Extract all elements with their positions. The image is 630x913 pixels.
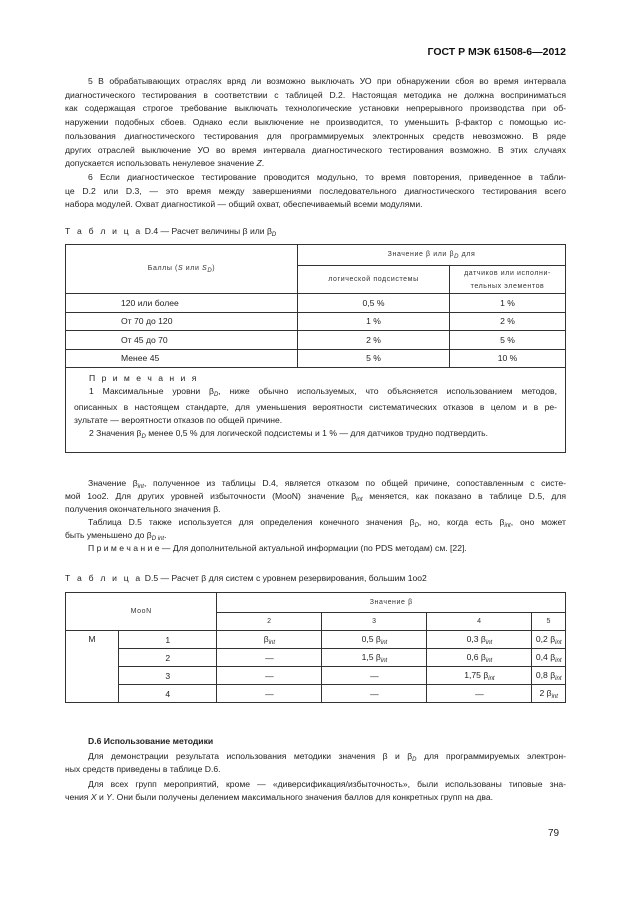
- text-segment: D.4 — Расчет величины β или β: [142, 226, 272, 236]
- text-segment: и: [96, 792, 107, 802]
- n-header: 4: [427, 613, 532, 631]
- m-label: M: [66, 631, 119, 703]
- text-segment: . Они были получены делением максимального значения баллов для конкретных групп на два.: [111, 792, 493, 802]
- text-line: [65, 103, 566, 114]
- text-segment: D.5 — Расчет β для систем с уровнем резервирования, большим 1oo2: [142, 573, 427, 583]
- text-segment: int: [551, 693, 558, 700]
- text-segment: ): [212, 264, 216, 272]
- table-cell: [217, 685, 322, 703]
- text-line: [65, 158, 566, 169]
- text-line: [65, 131, 566, 142]
- text-segment: 6 Если диагностическое тестирование проводится модульно, то время повторения, приведенное в табли-: [88, 172, 566, 182]
- text-segment: .: [164, 530, 167, 540]
- text-segment: 1 Максимальные уровни β: [89, 385, 214, 396]
- table-d4-header-logic: логической подсистемы: [298, 266, 450, 294]
- text-line: [88, 76, 566, 87]
- page-number: 79: [548, 828, 560, 839]
- text-segment: int: [488, 675, 495, 682]
- table-row: [66, 685, 566, 703]
- text-line: [88, 543, 566, 554]
- table-cell: 1 %: [450, 294, 566, 313]
- text-segment: Значение β: [88, 478, 138, 488]
- text-segment: —: [475, 688, 484, 699]
- text-segment: D: [412, 757, 417, 763]
- n-header: 5: [532, 613, 566, 631]
- text-segment: или: [183, 264, 203, 272]
- text-segment: 2 β: [539, 687, 552, 698]
- text-line: [65, 145, 566, 156]
- text-segment: Баллы (: [147, 264, 178, 272]
- text-segment: D: [213, 391, 219, 398]
- table-cell: [532, 631, 566, 649]
- text-line: [65, 504, 566, 515]
- text-segment: це D.2 или D.3, — это время между завершениями последовательного диагностического тестирования всего: [65, 185, 566, 196]
- table-cell: [217, 649, 322, 667]
- text-segment: int: [137, 484, 144, 490]
- note-line: [74, 401, 557, 414]
- text-segment: S: [177, 264, 184, 272]
- text-segment: описанных в настоящем стандарте, для уменьшения вероятности систематических отказов в целом и в ре-: [74, 402, 557, 413]
- m-value: 4: [119, 685, 217, 703]
- rich-text: [148, 265, 215, 272]
- text-segment: зультате — вероятности отказов по общей причине.: [74, 415, 283, 426]
- text-segment: , но, когда есть β: [418, 517, 505, 527]
- table-cell: 5 %: [450, 331, 566, 350]
- text-segment: —: [370, 688, 379, 699]
- document-header: ГОСТ Р МЭК 61508-6—2012: [427, 46, 566, 58]
- text-segment: Y: [106, 792, 112, 802]
- text-segment: , ниже обычно используемых, что объясняется использованием методов,: [218, 385, 557, 396]
- text-segment: 0,6 β: [466, 651, 486, 662]
- table-row: [66, 312, 566, 331]
- table-cell: [217, 667, 322, 685]
- note-line: [74, 427, 557, 444]
- text-segment: 0,2 β: [535, 633, 556, 644]
- table-cell: [532, 649, 566, 667]
- table-cell: [427, 631, 532, 649]
- text-segment: D int: [151, 536, 165, 542]
- m-value: 1: [119, 631, 217, 649]
- table-row: [66, 294, 566, 313]
- table-cell: [427, 649, 532, 667]
- text-segment: int: [380, 639, 388, 646]
- note-line: [74, 385, 557, 402]
- text-line: [88, 172, 566, 183]
- table-cell: 120 или более: [66, 294, 298, 313]
- text-segment: —: [370, 670, 379, 681]
- text-segment: D: [141, 433, 146, 440]
- text-segment: как содержащая строгое требование выключать технологические установки непрерывного производства при об-: [65, 103, 566, 114]
- text-segment: 0,8 β: [535, 669, 556, 680]
- table-d4-header-group: [298, 245, 566, 266]
- text-segment: —: [265, 652, 274, 663]
- text-segment: X: [90, 792, 97, 802]
- text-segment: П р и м е ч а н и е — Для дополнительной актуальной информации (по PDS методам) см. [22].: [88, 543, 467, 553]
- m-value: 3: [119, 667, 217, 685]
- text-segment: int: [504, 523, 511, 529]
- table-d4-header-score: [66, 245, 298, 294]
- table-cell: 2 %: [450, 312, 566, 331]
- text-segment: Z: [256, 158, 262, 169]
- table-d5-header-moon: MooN: [66, 593, 217, 631]
- text-segment: —: [265, 688, 274, 699]
- section-heading: D.6 Использование методики: [88, 736, 214, 746]
- table-cell: От 45 до 70: [66, 331, 298, 350]
- text-segment: быть уменьшено до β: [65, 530, 152, 540]
- text-segment: мой 1oo2. Для других уровней избыточности (MooN) значение β: [65, 491, 357, 501]
- rich-text: [388, 251, 476, 258]
- text-segment: D: [207, 267, 213, 274]
- text-line: [65, 186, 566, 197]
- text-segment: Для демонстрации результата использования методики значения β и β: [88, 751, 413, 761]
- table-d4-notes: [66, 368, 566, 453]
- table-cell: [322, 631, 427, 649]
- n-header: 3: [322, 613, 427, 631]
- text-segment: 0,3 β: [466, 633, 486, 644]
- table-cell: От 70 до 120: [66, 312, 298, 331]
- text-segment: , оно может: [510, 517, 566, 527]
- table-cell: [532, 685, 566, 703]
- text-segment: int: [268, 639, 276, 646]
- table-row: [66, 667, 566, 685]
- note-line: [74, 414, 557, 427]
- text-segment: чения: [65, 792, 91, 802]
- text-segment: int: [485, 657, 493, 664]
- text-line: [65, 199, 566, 210]
- text-line: [65, 117, 566, 128]
- table-d5: [65, 592, 566, 703]
- text-segment: Для всех групп мероприятий, кроме — «диверсификация/избыточность», были использованы типовые зна-: [88, 779, 566, 789]
- text-segment: наружении подобных сбоев. Однако если выключение не производится, то уменьшить β-фактор с помощью ис-: [65, 117, 566, 128]
- table-cell: [427, 685, 532, 703]
- text-segment: для программируемых электрон-: [416, 751, 566, 761]
- text-segment: int: [380, 657, 388, 664]
- text-segment: Значение β или β: [387, 250, 455, 258]
- text-segment: менее 0,5 % для логической подсистемы и 1 % — для датчиков трудно подтвердить.: [145, 427, 489, 438]
- text-segment: 1,75 β: [464, 669, 489, 680]
- text-segment: —: [265, 670, 274, 681]
- text-line: [65, 764, 566, 775]
- text-segment: D: [271, 232, 277, 238]
- m-value: 2: [119, 649, 217, 667]
- text-segment: допускается использовать ненулевое значение: [65, 158, 257, 169]
- text-segment: 2 Значения β: [89, 427, 142, 438]
- table-cell: [322, 649, 427, 667]
- text-line: [88, 779, 566, 790]
- text-segment: , полученное из таблицы D.4, является отказом по общей причине, сопоставленным с систе-: [143, 478, 566, 488]
- header-line: тельных элементов: [470, 282, 545, 290]
- text-segment: 0,4 β: [535, 651, 556, 662]
- text-segment: int: [485, 639, 493, 646]
- text-segment: D: [414, 523, 419, 529]
- header-line: датчиков или исполни-: [464, 269, 551, 277]
- table-cell: Менее 45: [66, 349, 298, 368]
- text-segment: для: [459, 250, 476, 258]
- text-segment: П р и м е ч а н и я: [89, 373, 199, 383]
- note-line: [74, 372, 557, 385]
- text-segment: получения окончательного значения β.: [65, 504, 221, 514]
- table-cell: 5 %: [298, 349, 450, 368]
- table-cell: [532, 667, 566, 685]
- text-segment: int: [555, 675, 562, 682]
- caption-prefix: Т а б л и ц а: [65, 226, 143, 236]
- table-d5-header-group: Значение β: [217, 593, 566, 613]
- text-segment: меняется, как показано в таблице D.5, для: [362, 491, 566, 501]
- table-row: [66, 631, 566, 649]
- text-segment: набора модулей. Охват диагностикой — общий охват, обеспечиваемый всеми модулями.: [65, 199, 423, 209]
- table-d4: [65, 244, 566, 453]
- text-segment: 0,5 β: [361, 633, 381, 644]
- table-cell: [322, 667, 427, 685]
- table-d5-caption: [65, 573, 427, 583]
- rich-text: [142, 573, 426, 583]
- text-segment: 1,5 β: [361, 651, 381, 662]
- text-segment: ных средств приведены в таблице D.6.: [65, 764, 221, 774]
- text-segment: пользования диагностического тестирования для программируемых электронных средств невозможно. В ряде: [65, 130, 566, 141]
- text-segment: int: [555, 639, 562, 646]
- table-cell: [322, 685, 427, 703]
- table-cell: 2 %: [298, 331, 450, 350]
- text-line: [65, 792, 566, 803]
- table-cell: [427, 667, 532, 685]
- table-cell: 0,5 %: [298, 294, 450, 313]
- table-d4-caption: [65, 226, 276, 238]
- table-d4-header-sensors: [450, 266, 566, 294]
- table-row: [66, 331, 566, 350]
- table-row: [66, 649, 566, 667]
- table-cell: 10 %: [450, 349, 566, 368]
- text-segment: int: [555, 657, 562, 664]
- table-row: [66, 349, 566, 368]
- n-header: 2: [217, 613, 322, 631]
- text-segment: S: [202, 264, 208, 272]
- text-segment: .: [261, 158, 265, 169]
- text-segment: int: [356, 497, 363, 503]
- table-cell: [217, 631, 322, 649]
- text-segment: β: [263, 633, 269, 644]
- text-line: [65, 90, 566, 101]
- text-segment: 5 В обрабатывающих отраслях вряд ли возможно выключать УО при обнаружении сбоя во время интервала: [88, 76, 566, 86]
- text-segment: других отраслей выключение УО во время интервала диагностического тестирования возможно. В этих случаях: [65, 144, 566, 155]
- text-segment: диагностического тестирования в соответствии с таблицей D.2. Настоящая методика не должна восприниматься: [65, 89, 566, 100]
- text-segment: Таблица D.5 также используется для определения конечного значения β: [88, 517, 415, 527]
- text-segment: D: [454, 253, 460, 260]
- caption-prefix: Т а б л и ц а: [65, 573, 143, 583]
- rich-text: [142, 226, 276, 236]
- table-cell: 1 %: [298, 312, 450, 331]
